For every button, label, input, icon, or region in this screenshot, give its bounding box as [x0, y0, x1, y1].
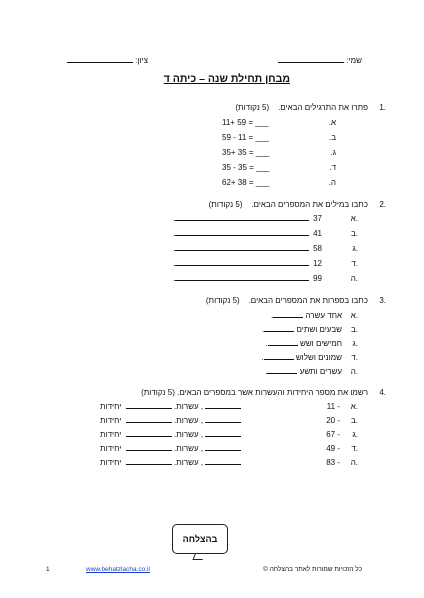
q2-answer-d: .	[173, 259, 309, 268]
q1-expr-c: 35+ 35 = ___	[222, 148, 270, 157]
q4-points: (5 נקודות)	[141, 388, 175, 397]
q4-tens-label-e: עשרות.	[174, 458, 199, 467]
name-label: שמי:	[346, 56, 362, 65]
q2-value-a: 37	[313, 214, 322, 223]
q3-letter-d: ד.	[351, 353, 358, 362]
q3-row-a: אחד עשרה .	[270, 311, 342, 320]
q3-points: (5 נקודות)	[205, 296, 240, 305]
q2-value-d: 12	[313, 259, 322, 268]
q4-answer-c	[100, 430, 241, 439]
q1-letter-c: ג.	[330, 148, 336, 157]
q1-expr-b: 59 - 11 = ___	[222, 133, 269, 142]
q4-prompt-text: רשמו את מספר היחידות והעשרות אשר במספרים הבאים.	[177, 388, 368, 397]
q3-row-d: שמונים ושלוש .	[261, 353, 342, 362]
q4-letter-d: ד.	[351, 444, 358, 453]
q1-points: (5 נקודות)	[235, 103, 270, 112]
q2-letter-e: ה.	[350, 274, 358, 283]
q4-letter-a: א.	[350, 402, 358, 411]
q4-value-b: 20 -	[326, 416, 340, 425]
q3-words-c: חמישים ושש	[299, 339, 342, 348]
q4-answer-d	[100, 444, 241, 453]
q4-letter-c: ג.	[352, 430, 358, 439]
q1-letter-e: ה.	[328, 178, 336, 187]
q4-value-d: 49 -	[326, 444, 340, 453]
q1-letter-a: א.	[328, 118, 336, 127]
q3-letter-c: ג.	[352, 339, 358, 348]
q1-expr-a: 11+ 59 = ___	[222, 118, 269, 127]
q1-prompt	[235, 103, 368, 112]
q1-prompt-text: פתרו את התרגילים הבאים.	[278, 103, 368, 112]
q4-tens-label-b: עשרות.	[174, 416, 199, 425]
q2-answer-b: .	[173, 229, 309, 238]
q4-units-label-b: יחידות ,	[100, 416, 204, 425]
q4-tens-label-c: עשרות.	[174, 430, 199, 439]
q2-points: (5 נקודות)	[208, 200, 243, 209]
q2-answer-c: .	[173, 244, 309, 253]
name-field	[278, 55, 362, 65]
q3-words-d: שמונים ושלוש	[295, 353, 342, 362]
q3-letter-a: א.	[350, 311, 358, 320]
q4-units-label-d: יחידות ,	[100, 444, 204, 453]
q4-letter-e: ה.	[350, 458, 358, 467]
q2-letter-a: א.	[350, 214, 358, 223]
q4-value-e: 83 -	[326, 458, 340, 467]
q3-row-c: חמישים ושש .	[265, 339, 342, 348]
q3-row-b: שבעים ושתים .	[262, 325, 342, 334]
q1-item-d	[329, 163, 336, 172]
q3-words-b: שבעים ושתים	[296, 325, 342, 334]
q4-units-label-a: יחידות ,	[100, 402, 204, 411]
q4-value-c: 67 -	[326, 430, 340, 439]
q3-letter-b: ב.	[350, 325, 358, 334]
q2-answer-e: .	[173, 274, 309, 283]
page-number: 1	[46, 566, 50, 573]
q2-value-e: 99	[313, 274, 322, 283]
page-title: מבחן תחילת שנה – כיתה ד	[163, 73, 290, 85]
q2-value-c: 58	[313, 244, 322, 253]
q4-units-label-e: יחידות ,	[100, 458, 204, 467]
behatzlacha-logo	[172, 524, 228, 554]
q4-units-label-c: יחידות ,	[100, 430, 204, 439]
q2-prompt-text: כתבו במילים את המספרים הבאים.	[251, 200, 368, 209]
q2-answer-a: .	[173, 214, 309, 223]
website-link[interactable]: www.behatzlacha.co.il	[86, 566, 150, 573]
q1-item-c	[330, 148, 336, 157]
q3-number: 3.	[379, 296, 386, 305]
q4-tens-label-d: עשרות.	[174, 444, 199, 453]
q1-expr-d: 35 - 35 = ___	[222, 163, 270, 172]
q4-answer-a	[100, 402, 241, 411]
grade-label: ציון:	[135, 56, 148, 65]
q1-item-e	[329, 178, 336, 187]
q4-answer-e	[100, 458, 241, 467]
name-blank	[278, 55, 344, 63]
q4-number: 4.	[379, 388, 386, 397]
q2-prompt	[209, 200, 368, 209]
q3-prompt	[206, 296, 368, 305]
q1-letter-b: ב.	[328, 133, 336, 142]
q3-words-e: עשרים ותשע	[299, 367, 342, 376]
q3-prompt-text: כתבו בספרות את המספרים הבאים.	[248, 296, 368, 305]
q3-letter-e: ה.	[350, 367, 358, 376]
grade-field	[67, 55, 148, 65]
q3-row-e: עשרים ותשע .	[265, 367, 342, 376]
q3-words-a: אחד עשרה	[305, 311, 342, 320]
q1-item-a	[329, 118, 336, 127]
q2-value-b: 41	[313, 229, 322, 238]
q4-tens-label-a: עשרות.	[174, 402, 199, 411]
logo-text: בהצלחה	[182, 534, 218, 544]
grade-blank	[67, 55, 133, 63]
copyright-text: כל הזכויות שמורות לאתר בהצלחה ©	[263, 566, 362, 573]
q1-letter-d: ד.	[329, 163, 336, 172]
q4-value-a: 11 -	[326, 402, 340, 411]
q2-letter-c: ג.	[352, 244, 358, 253]
q1-number: 1.	[379, 103, 386, 112]
q4-letter-b: ב.	[350, 416, 358, 425]
q4-answer-b	[100, 416, 241, 425]
q2-letter-b: ב.	[350, 229, 358, 238]
q1-item-b	[329, 133, 336, 142]
q1-expr-e: 62+ 38 = ___	[222, 178, 270, 187]
q2-letter-d: ד.	[351, 259, 358, 268]
q4-prompt	[141, 388, 368, 397]
q2-number: 2.	[379, 200, 386, 209]
